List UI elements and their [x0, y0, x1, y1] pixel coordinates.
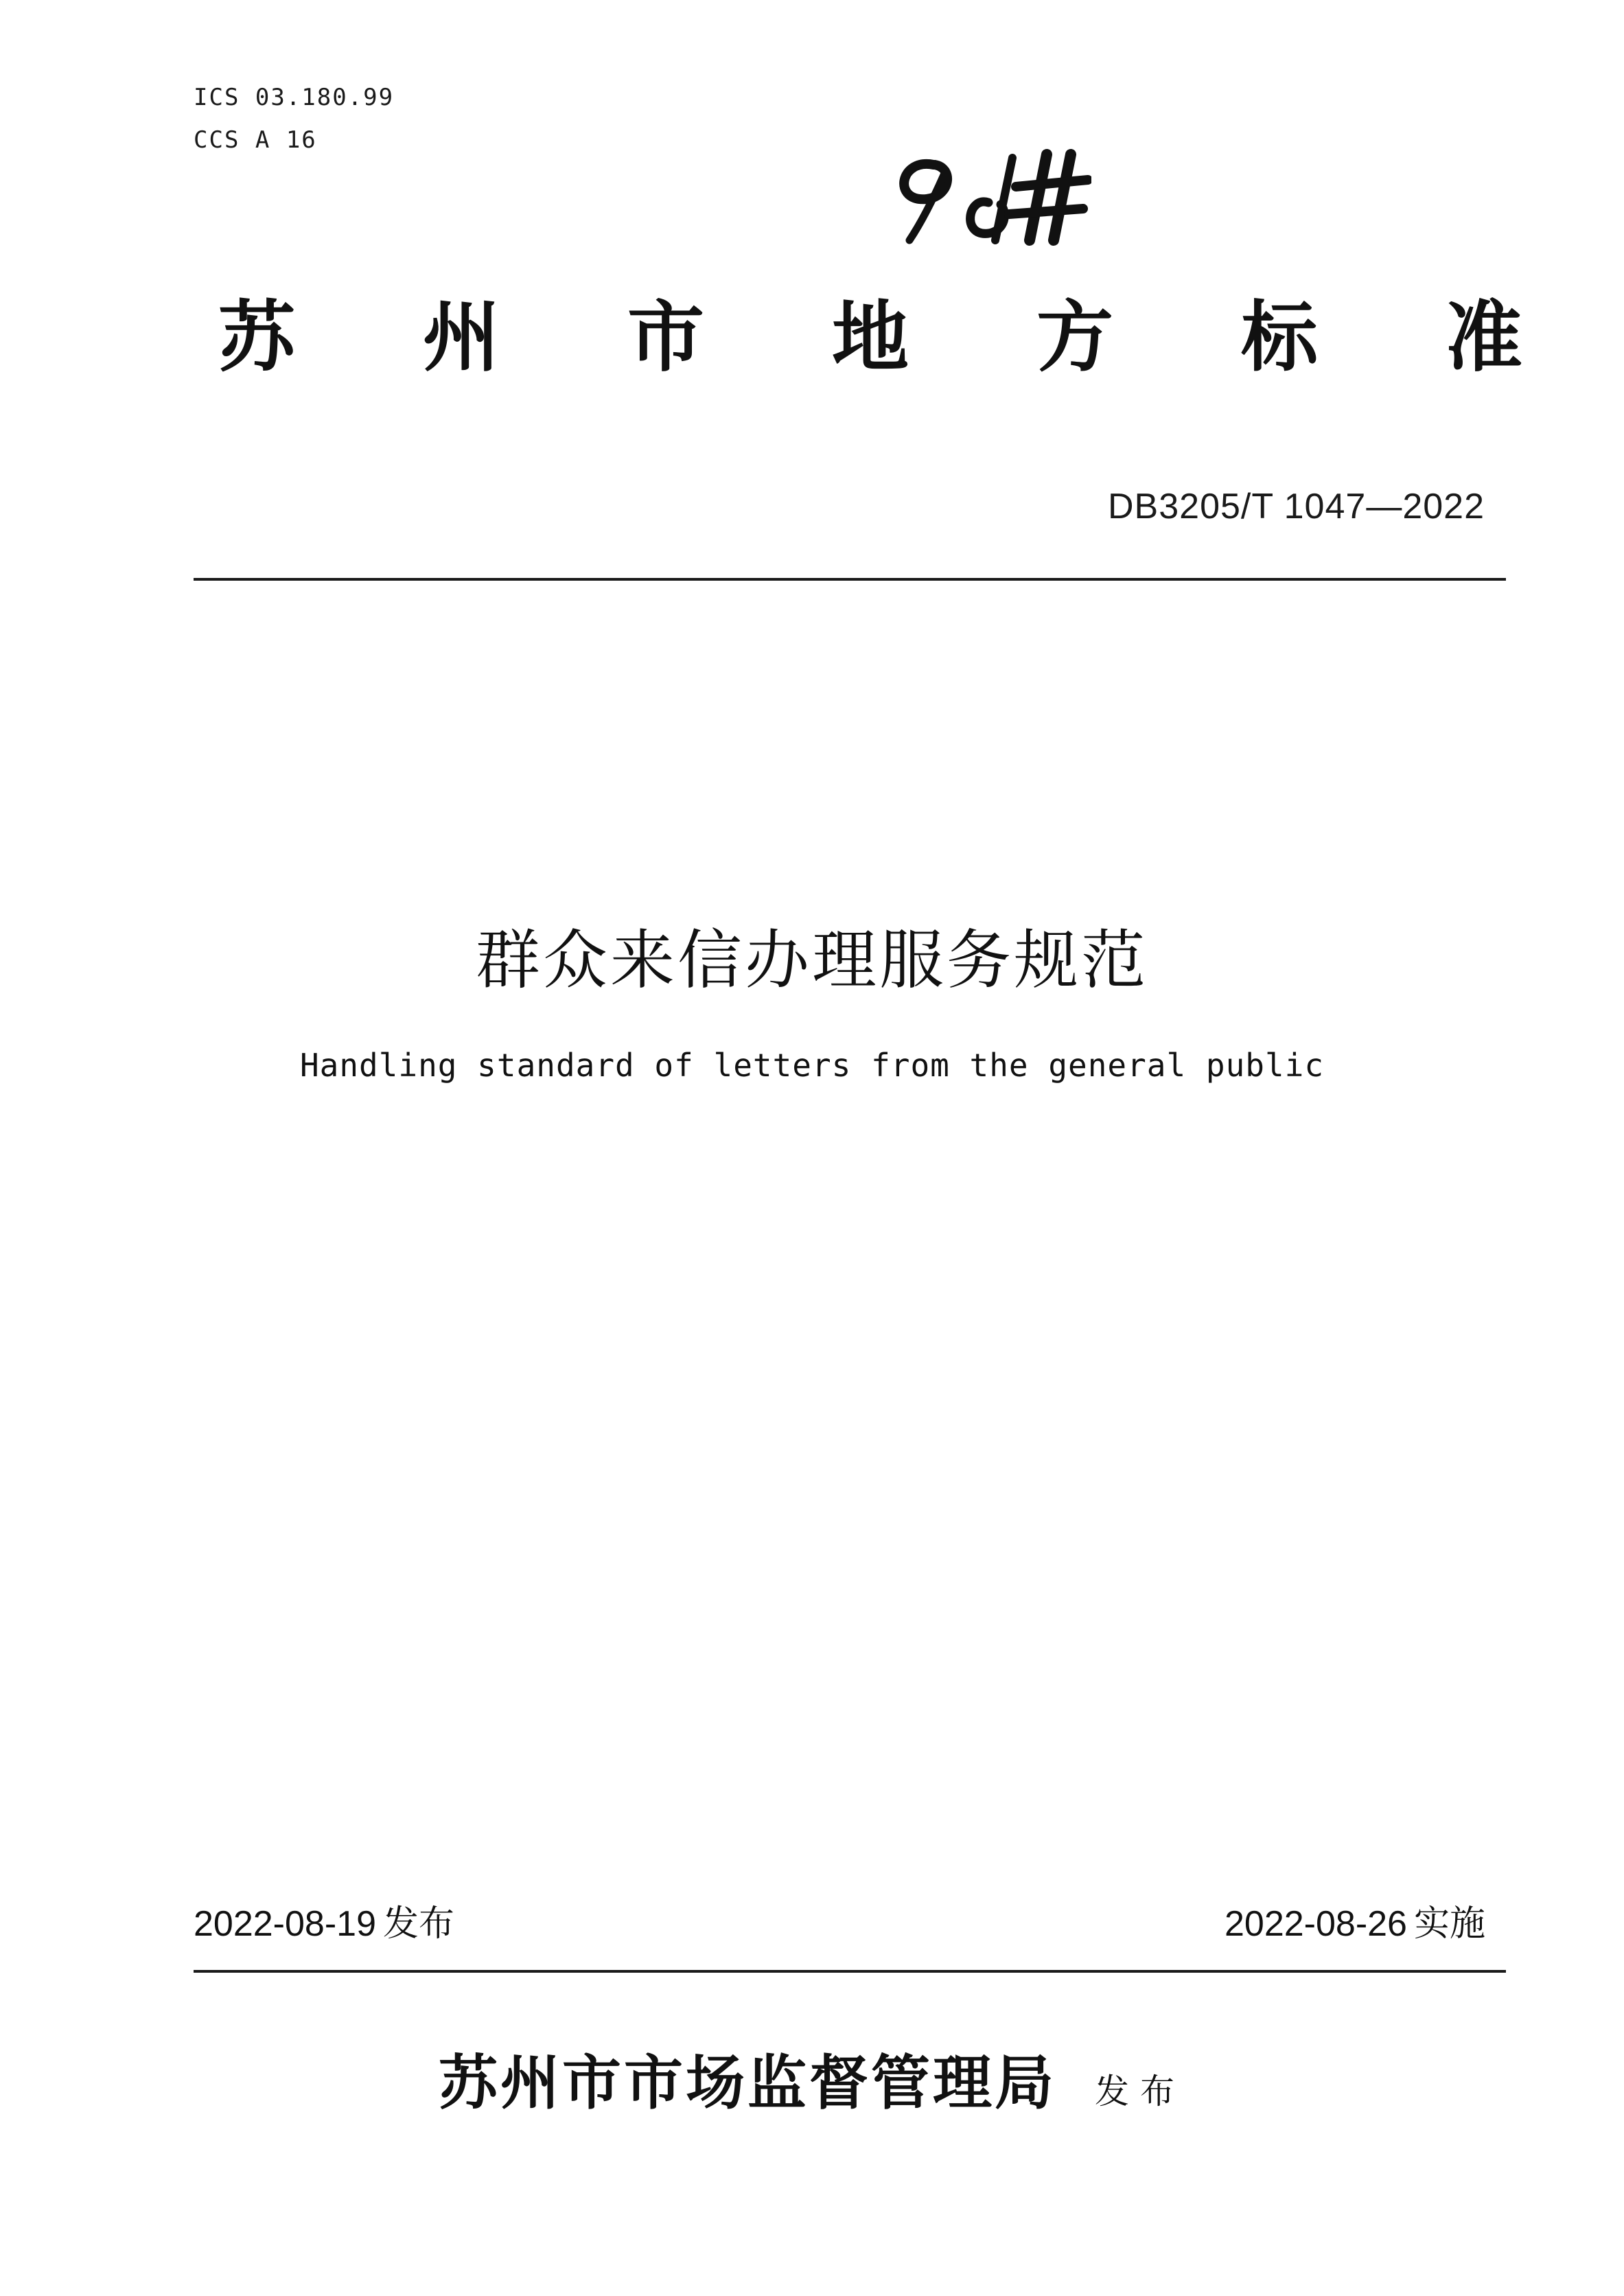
ccs-code: CCS A 16 — [194, 126, 317, 154]
publisher-name: 苏州市市场监督管理局 — [439, 2048, 1056, 2118]
implementation-date-line — [1225, 1900, 1485, 1948]
issue-date: 2022-08-19 — [194, 1904, 376, 1944]
heading-char: 州 — [423, 292, 500, 382]
implementation-label: 实施 — [1413, 1903, 1485, 1945]
issue-date-line — [194, 1900, 454, 1948]
db-standard-logo-icon — [885, 137, 1091, 247]
standard-number: DB3205/T 1047—2022 — [1108, 487, 1485, 526]
top-divider — [194, 578, 1506, 581]
heading-char: 地 — [832, 292, 909, 382]
document-type-heading — [218, 290, 1522, 386]
ics-code: ICS 03.180.99 — [194, 84, 395, 111]
heading-char: 苏 — [218, 292, 295, 382]
bottom-divider — [194, 1970, 1506, 1973]
publisher-suffix: 发布 — [1095, 2072, 1185, 2111]
implementation-date: 2022-08-26 — [1224, 1904, 1407, 1944]
document-title-english: Handling standard of letters from the general public — [299, 1047, 1325, 1084]
heading-char: 方 — [1036, 292, 1113, 382]
heading-char: 准 — [1446, 292, 1522, 382]
document-title-chinese: 群众来信办理服务规范 — [475, 923, 1148, 998]
heading-char: 标 — [1241, 292, 1318, 382]
publisher-line — [0, 2035, 1624, 2120]
heading-char: 市 — [627, 292, 704, 382]
issue-label: 发布 — [383, 1903, 455, 1945]
